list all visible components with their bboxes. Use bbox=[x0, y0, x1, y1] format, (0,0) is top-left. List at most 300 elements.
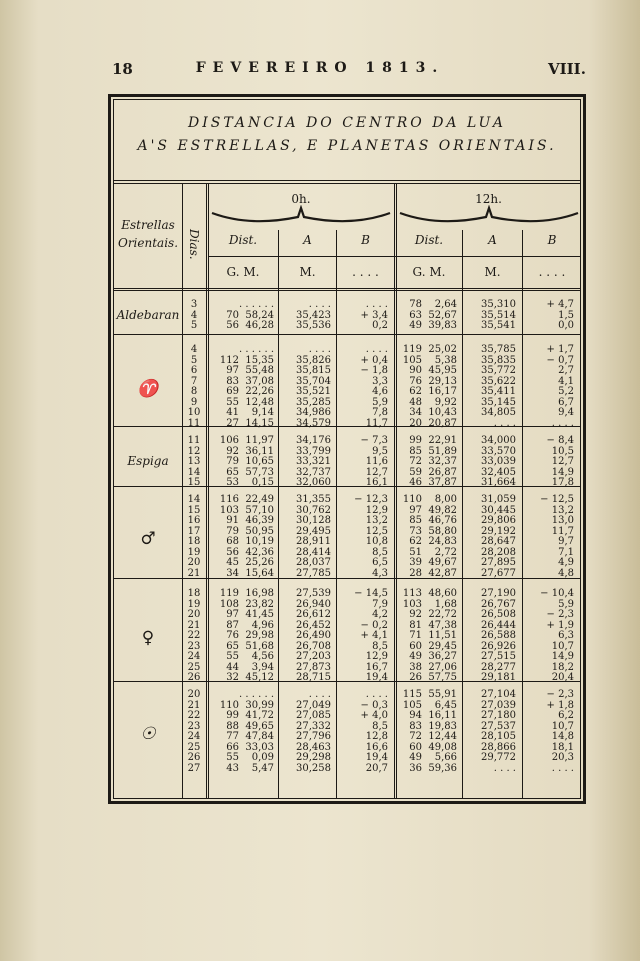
col-d12 bbox=[397, 300, 457, 332]
col-d0 bbox=[212, 589, 274, 684]
value-cell: 28,911 bbox=[296, 536, 331, 547]
sub-a-0h: A bbox=[303, 233, 312, 247]
col-b12 bbox=[523, 589, 574, 684]
value-cell: 65 51,68 bbox=[226, 640, 274, 652]
day-column bbox=[183, 495, 205, 579]
day-cell: 25 bbox=[187, 741, 201, 753]
value-cell: 4,9 bbox=[558, 557, 574, 568]
value-cell: 27,180 bbox=[481, 710, 516, 721]
col-header-estrellas: Estrellas Orientais. bbox=[117, 218, 179, 250]
value-cell: 9,5 bbox=[372, 445, 388, 457]
value-cell: 26 57,75 bbox=[409, 672, 457, 683]
value-cell: 48 9,92 bbox=[409, 396, 457, 408]
value-cell: 12,7 bbox=[551, 456, 574, 467]
day-cell: 5 bbox=[190, 320, 198, 331]
value-cell: 26,612 bbox=[296, 609, 331, 620]
value-cell: 12,9 bbox=[365, 504, 388, 516]
value-cell: 7,1 bbox=[558, 546, 574, 558]
sub-a-12h: A bbox=[488, 233, 497, 247]
group-separator bbox=[113, 426, 581, 427]
value-cell: 108 23,82 bbox=[219, 598, 274, 610]
col-a12 bbox=[463, 495, 516, 579]
value-cell: 7,8 bbox=[372, 407, 388, 418]
value-cell: 35,826 bbox=[296, 354, 331, 366]
value-cell: 11,6 bbox=[365, 456, 388, 467]
value-cell: . . . . bbox=[365, 299, 388, 310]
value-cell: . . . . . . bbox=[239, 299, 274, 310]
value-cell: 27,796 bbox=[296, 731, 331, 742]
group-separator bbox=[113, 578, 581, 579]
value-cell: + 4,1 bbox=[360, 630, 388, 641]
value-cell: 8,5 bbox=[372, 546, 388, 558]
value-cell: 27 14,15 bbox=[226, 417, 274, 429]
unit-m-0h: M. bbox=[299, 265, 316, 279]
value-cell: 27,515 bbox=[481, 651, 516, 662]
value-cell: 16,1 bbox=[365, 477, 388, 488]
value-cell: 92 22,72 bbox=[409, 609, 457, 620]
day-cell: 9 bbox=[190, 396, 198, 408]
value-cell: 16,7 bbox=[365, 661, 388, 673]
value-cell: 88 49,65 bbox=[226, 720, 274, 732]
value-cell: 105 6,45 bbox=[402, 699, 457, 711]
value-cell: 60 49,08 bbox=[409, 741, 457, 753]
value-cell: 46 37,87 bbox=[409, 477, 457, 488]
value-cell: 49 5,66 bbox=[409, 752, 457, 763]
title-rule-1 bbox=[113, 180, 581, 181]
value-cell: 18,1 bbox=[551, 741, 574, 753]
section-number: VIII. bbox=[548, 60, 586, 78]
col-a12 bbox=[463, 690, 516, 774]
value-cell: − 0,2 bbox=[360, 619, 388, 631]
value-cell: 79 50,95 bbox=[226, 525, 274, 537]
col-header-dias: Dias. bbox=[187, 229, 201, 260]
value-cell: 97 55,48 bbox=[226, 365, 274, 376]
col-a0 bbox=[279, 495, 331, 579]
value-cell: 29,806 bbox=[481, 515, 516, 526]
col-a12 bbox=[463, 300, 516, 332]
value-cell: 27,895 bbox=[481, 557, 516, 568]
value-cell: 28,715 bbox=[296, 672, 331, 683]
value-cell: − 2,3 bbox=[546, 689, 574, 700]
value-cell: 116 22,49 bbox=[219, 494, 274, 505]
value-cell: 35,622 bbox=[481, 375, 516, 387]
value-cell: 44 3,94 bbox=[226, 661, 274, 673]
value-cell: 83 19,83 bbox=[409, 720, 457, 732]
value-cell: 19,4 bbox=[365, 752, 388, 763]
value-cell: 36 59,36 bbox=[409, 762, 457, 774]
value-cell: . . . . bbox=[551, 762, 574, 774]
col-d0 bbox=[212, 300, 274, 332]
value-cell: 10,7 bbox=[551, 640, 574, 652]
value-cell: + 1,8 bbox=[546, 699, 574, 711]
value-cell: 38 27,06 bbox=[409, 661, 457, 673]
col-d0 bbox=[212, 495, 274, 579]
value-cell: 49 39,83 bbox=[409, 320, 457, 331]
col-a0 bbox=[279, 436, 331, 489]
value-cell: 55 12,48 bbox=[226, 396, 274, 408]
value-cell: 34,986 bbox=[296, 407, 331, 418]
value-cell: 30,258 bbox=[296, 762, 331, 774]
value-cell: 56 42,36 bbox=[226, 546, 274, 558]
value-cell: 28,037 bbox=[296, 557, 331, 568]
value-cell: 30,762 bbox=[296, 504, 331, 516]
day-cell: 20 bbox=[187, 609, 201, 620]
col-a0 bbox=[279, 300, 331, 332]
value-cell: 115 55,91 bbox=[402, 689, 457, 700]
value-cell: 6,5 bbox=[372, 557, 388, 568]
col-a0 bbox=[279, 690, 331, 774]
day-cell: 19 bbox=[187, 598, 201, 610]
day-cell: 14 bbox=[187, 466, 201, 478]
value-cell: − 7,3 bbox=[360, 435, 388, 446]
sub-dist-0h: Dist. bbox=[228, 233, 258, 247]
value-cell: 10,8 bbox=[365, 536, 388, 547]
value-cell: . . . . . . bbox=[239, 344, 274, 355]
value-cell: 26,508 bbox=[481, 609, 516, 620]
col-b12 bbox=[523, 690, 574, 774]
value-cell: 29,495 bbox=[296, 525, 331, 537]
value-cell: 69 22,26 bbox=[226, 386, 274, 397]
value-cell: 35,704 bbox=[296, 375, 331, 387]
value-cell: 35,772 bbox=[481, 365, 516, 376]
value-cell: 28,105 bbox=[481, 731, 516, 742]
value-cell: 32,060 bbox=[296, 477, 331, 488]
value-cell: 72 32,37 bbox=[409, 456, 457, 467]
value-cell: − 14,5 bbox=[354, 588, 388, 599]
value-cell: 26,452 bbox=[296, 619, 331, 631]
group-label: ♀ bbox=[141, 628, 155, 649]
value-cell: 26,708 bbox=[296, 640, 331, 652]
value-cell: 34 15,64 bbox=[226, 567, 274, 579]
group-label: ☉ bbox=[140, 724, 156, 744]
value-cell: 28 42,87 bbox=[409, 567, 457, 579]
value-cell: 26,940 bbox=[296, 598, 331, 610]
value-cell: 91 46,39 bbox=[226, 515, 274, 526]
day-cell: 26 bbox=[187, 672, 201, 683]
value-cell: . . . . . . bbox=[239, 689, 274, 700]
value-cell: + 0,4 bbox=[360, 354, 388, 366]
value-cell: 33,039 bbox=[481, 456, 516, 467]
day-cell: 23 bbox=[187, 720, 201, 732]
time-header-0h: 0h. bbox=[291, 192, 311, 206]
day-cell: 4 bbox=[190, 344, 198, 355]
day-column bbox=[183, 436, 205, 489]
value-cell: 41 9,14 bbox=[226, 407, 274, 418]
col-d12 bbox=[397, 345, 457, 429]
value-cell: 8,5 bbox=[372, 640, 388, 652]
value-cell: 4,6 bbox=[372, 386, 388, 397]
value-cell: 27,873 bbox=[296, 661, 331, 673]
day-cell: 17 bbox=[187, 525, 201, 537]
col-a12 bbox=[463, 436, 516, 489]
col-d0 bbox=[212, 436, 274, 489]
day-cell: 10 bbox=[187, 407, 201, 418]
day-column bbox=[183, 345, 205, 429]
value-cell: 56 46,28 bbox=[226, 320, 274, 331]
value-cell: 34,000 bbox=[481, 435, 516, 446]
value-cell: + 1,9 bbox=[546, 619, 574, 631]
value-cell: 30,445 bbox=[481, 504, 516, 516]
value-cell: 103 1,68 bbox=[402, 598, 457, 610]
day-cell: 21 bbox=[187, 567, 201, 579]
value-cell: 32 45,12 bbox=[226, 672, 274, 683]
col-a0 bbox=[279, 589, 331, 684]
value-cell: − 12,5 bbox=[540, 494, 574, 505]
day-cell: 8 bbox=[190, 386, 198, 397]
value-cell: 12,7 bbox=[365, 466, 388, 478]
value-cell: 13,2 bbox=[551, 504, 574, 516]
day-cell: 11 bbox=[187, 417, 201, 429]
value-cell: 45 25,26 bbox=[226, 557, 274, 568]
value-cell: 119 16,98 bbox=[219, 588, 274, 599]
col-b0 bbox=[337, 436, 388, 489]
value-cell: . . . . bbox=[551, 417, 574, 429]
value-cell: 39 49,67 bbox=[409, 557, 457, 568]
day-cell: 15 bbox=[187, 504, 201, 516]
running-title: FEVEREIRO 1813. bbox=[195, 60, 445, 76]
value-cell: 14,8 bbox=[551, 731, 574, 742]
day-cell: 15 bbox=[187, 477, 201, 488]
day-cell: 7 bbox=[190, 375, 198, 387]
value-cell: 20,3 bbox=[551, 752, 574, 763]
value-cell: 28,647 bbox=[481, 536, 516, 547]
value-cell: 0,2 bbox=[372, 320, 388, 331]
value-cell: 31,355 bbox=[296, 494, 331, 505]
value-cell: 31,059 bbox=[481, 494, 516, 505]
value-cell: 110 8,00 bbox=[402, 494, 457, 505]
value-cell: − 2,3 bbox=[546, 609, 574, 620]
value-cell: − 0,7 bbox=[546, 354, 574, 366]
value-cell: 26,490 bbox=[296, 630, 331, 641]
value-cell: 103 57,10 bbox=[219, 504, 274, 516]
value-cell: − 8,4 bbox=[546, 435, 574, 446]
value-cell: − 12,3 bbox=[354, 494, 388, 505]
day-cell: 19 bbox=[187, 546, 201, 558]
value-cell: 68 10,19 bbox=[226, 536, 274, 547]
col-b12 bbox=[523, 436, 574, 489]
value-cell: 34,579 bbox=[296, 417, 331, 429]
value-cell: 35,835 bbox=[481, 354, 516, 366]
unit-dots-0h: . . . . bbox=[352, 265, 379, 279]
value-cell: 35,310 bbox=[481, 299, 516, 310]
value-cell: − 1,8 bbox=[360, 365, 388, 376]
value-cell: 33,570 bbox=[481, 445, 516, 457]
unit-dots-12h: . . . . bbox=[538, 265, 566, 279]
value-cell: + 3,4 bbox=[360, 309, 388, 321]
value-cell: 49 36,27 bbox=[409, 651, 457, 662]
value-cell: 18,2 bbox=[551, 661, 574, 673]
value-cell: . . . . bbox=[308, 689, 331, 700]
value-cell: 27,104 bbox=[481, 689, 516, 700]
day-cell: 14 bbox=[187, 494, 201, 505]
value-cell: 31,664 bbox=[481, 477, 516, 488]
value-cell: 35,536 bbox=[296, 320, 331, 331]
value-cell: 43 5,47 bbox=[226, 762, 274, 774]
sub-dist-12h: Dist. bbox=[414, 233, 444, 247]
value-cell: 81 47,38 bbox=[409, 619, 457, 631]
value-cell: 1,5 bbox=[558, 309, 574, 321]
col-b0 bbox=[337, 690, 388, 774]
value-cell: 9,7 bbox=[558, 536, 574, 547]
table-title-line1: DISTANCIA DO CENTRO DA LUA bbox=[187, 115, 507, 131]
day-cell: 26 bbox=[187, 752, 201, 763]
unit-m-12h: M. bbox=[484, 265, 501, 279]
col-d12 bbox=[397, 436, 457, 489]
value-cell: 83 37,08 bbox=[226, 375, 274, 387]
value-cell: 4,8 bbox=[558, 567, 574, 579]
value-cell: 29,192 bbox=[481, 525, 516, 537]
value-cell: 35,285 bbox=[296, 396, 331, 408]
value-cell: 92 36,11 bbox=[226, 445, 274, 457]
value-cell: 8,5 bbox=[372, 720, 388, 732]
day-column bbox=[183, 690, 205, 774]
value-cell: 20,7 bbox=[365, 762, 388, 774]
value-cell: 26,926 bbox=[481, 640, 516, 652]
value-cell: 19,4 bbox=[365, 672, 388, 683]
value-cell: 34,805 bbox=[481, 407, 516, 418]
day-cell: 21 bbox=[187, 619, 201, 631]
col-d12 bbox=[397, 495, 457, 579]
value-cell: . . . . bbox=[308, 299, 331, 310]
page-number: 18 bbox=[112, 60, 133, 78]
day-cell: 18 bbox=[187, 588, 201, 599]
unit-gm-0h: G. M. bbox=[226, 265, 260, 279]
day-cell: 4 bbox=[190, 309, 198, 321]
value-cell: 70 58,24 bbox=[226, 309, 274, 321]
value-cell: 29,772 bbox=[481, 752, 516, 763]
value-cell: 26,767 bbox=[481, 598, 516, 610]
value-cell: 27,539 bbox=[296, 588, 331, 599]
value-cell: 27,203 bbox=[296, 651, 331, 662]
value-cell: 9,4 bbox=[558, 407, 574, 418]
value-cell: 10,5 bbox=[551, 445, 574, 457]
value-cell: 119 25,02 bbox=[402, 344, 457, 355]
value-cell: 78 2,64 bbox=[409, 299, 457, 310]
value-cell: 12,5 bbox=[365, 525, 388, 537]
value-cell: 27,049 bbox=[296, 699, 331, 711]
value-cell: 33,799 bbox=[296, 445, 331, 457]
group-label: ♈ bbox=[137, 379, 159, 399]
time-header-12h: 12h. bbox=[475, 192, 502, 206]
value-cell: 97 49,82 bbox=[409, 504, 457, 516]
value-cell: 71 11,51 bbox=[409, 630, 457, 641]
value-cell: 26,444 bbox=[481, 619, 516, 631]
value-cell: 27,332 bbox=[296, 720, 331, 732]
col-b12 bbox=[523, 300, 574, 332]
value-cell: 77 47,84 bbox=[226, 731, 274, 742]
group-label: Aldebaran bbox=[116, 307, 180, 322]
group-separator bbox=[113, 334, 581, 335]
value-cell: − 0,3 bbox=[360, 699, 388, 711]
value-cell: 105 5,38 bbox=[402, 354, 457, 366]
value-cell: + 4,0 bbox=[360, 710, 388, 721]
value-cell: 53 0,15 bbox=[226, 477, 274, 488]
day-cell: 25 bbox=[187, 661, 201, 673]
unit-gm-12h: G. M. bbox=[412, 265, 446, 279]
value-cell: 87 4,96 bbox=[226, 619, 274, 631]
value-cell: 11,7 bbox=[365, 417, 388, 429]
value-cell: 29,181 bbox=[481, 672, 516, 683]
value-cell: 32,737 bbox=[296, 466, 331, 478]
day-cell: 24 bbox=[187, 651, 201, 662]
value-cell: 27,190 bbox=[481, 588, 516, 599]
value-cell: 27,085 bbox=[296, 710, 331, 721]
value-cell: . . . . bbox=[365, 344, 388, 355]
value-cell: 76 29,13 bbox=[409, 375, 457, 387]
value-cell: 28,866 bbox=[481, 741, 516, 753]
value-cell: 99 41,72 bbox=[226, 710, 274, 721]
value-cell: 73 58,80 bbox=[409, 525, 457, 537]
value-cell: 76 29,98 bbox=[226, 630, 274, 641]
value-cell: 65 57,73 bbox=[226, 466, 274, 478]
value-cell: 35,541 bbox=[481, 320, 516, 331]
value-cell: 110 30,99 bbox=[219, 699, 274, 711]
sub-b-0h: B bbox=[361, 233, 370, 247]
value-cell: 0,0 bbox=[558, 320, 574, 331]
value-cell: 27,677 bbox=[481, 567, 516, 579]
value-cell: 20 20,87 bbox=[409, 417, 457, 429]
day-cell: 18 bbox=[187, 536, 201, 547]
value-cell: 72 12,44 bbox=[409, 731, 457, 742]
value-cell: 29,298 bbox=[296, 752, 331, 763]
value-cell: 2,7 bbox=[558, 365, 574, 376]
value-cell: 35,514 bbox=[481, 309, 516, 321]
value-cell: 14,9 bbox=[551, 466, 574, 478]
col-b0 bbox=[337, 345, 388, 429]
value-cell: . . . . bbox=[365, 689, 388, 700]
day-cell: 23 bbox=[187, 640, 201, 652]
day-cell: 6 bbox=[190, 365, 198, 376]
day-cell: 22 bbox=[187, 630, 201, 641]
value-cell: 6,3 bbox=[558, 630, 574, 641]
value-cell: 10,7 bbox=[551, 720, 574, 732]
value-cell: + 1,7 bbox=[546, 344, 574, 355]
sub-b-12h: B bbox=[547, 233, 557, 247]
title-rule-2 bbox=[113, 183, 581, 184]
value-cell: 13,0 bbox=[551, 515, 574, 526]
group-separator bbox=[113, 681, 581, 682]
col-b12 bbox=[523, 345, 574, 429]
value-cell: 62 24,83 bbox=[409, 536, 457, 547]
value-cell: 63 52,67 bbox=[409, 309, 457, 321]
group-label: Espiga bbox=[127, 454, 169, 469]
value-cell: 112 15,35 bbox=[219, 354, 274, 366]
value-cell: 16,6 bbox=[365, 741, 388, 753]
value-cell: 4,2 bbox=[372, 609, 388, 620]
day-cell: 27 bbox=[187, 762, 201, 774]
value-cell: 59 26,87 bbox=[409, 466, 457, 478]
value-cell: 106 11,97 bbox=[219, 435, 274, 446]
value-cell: 35,411 bbox=[481, 386, 516, 397]
value-cell: 13,2 bbox=[365, 515, 388, 526]
value-cell: 5,2 bbox=[558, 386, 574, 397]
value-cell: 35,815 bbox=[296, 365, 331, 376]
value-cell: 35,145 bbox=[481, 396, 516, 408]
value-cell: + 4,7 bbox=[546, 299, 574, 310]
day-cell: 12 bbox=[187, 445, 201, 457]
value-cell: 20,4 bbox=[551, 672, 574, 683]
value-cell: 28,208 bbox=[481, 546, 516, 558]
value-cell: 62 16,17 bbox=[409, 386, 457, 397]
value-cell: 14,9 bbox=[551, 651, 574, 662]
value-cell: 26,588 bbox=[481, 630, 516, 641]
value-cell: 90 45,95 bbox=[409, 365, 457, 376]
value-cell: . . . . bbox=[308, 344, 331, 355]
day-cell: 13 bbox=[187, 456, 201, 467]
value-cell: 27,537 bbox=[481, 720, 516, 732]
value-cell: . . . . bbox=[493, 417, 516, 429]
value-cell: 17,8 bbox=[551, 477, 574, 488]
